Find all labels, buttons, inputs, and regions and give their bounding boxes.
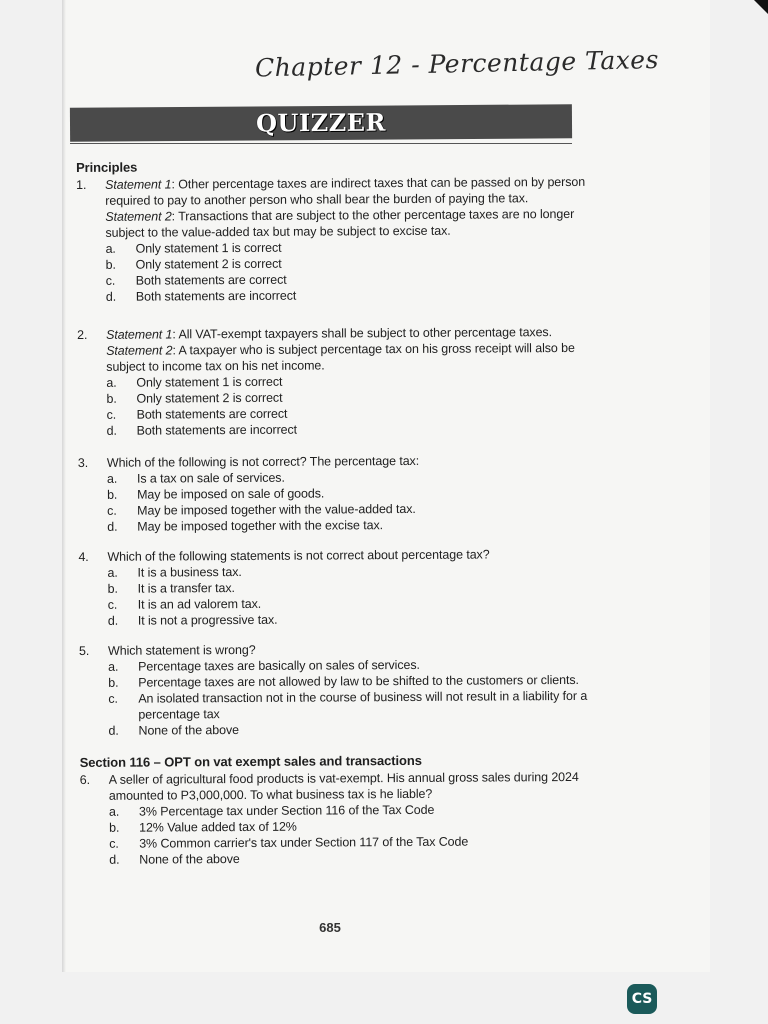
- option-letter: a.: [108, 659, 119, 674]
- question-number: 6.: [79, 772, 91, 787]
- statement-label: Statement 1: [106, 327, 173, 342]
- option-letter: b.: [107, 581, 118, 596]
- section-heading-principles: Principles: [76, 159, 138, 175]
- option-text: Only statement 1 is correct: [135, 240, 282, 256]
- option-letter: a.: [108, 804, 120, 819]
- banner-title: QUIZZER: [255, 107, 387, 138]
- option-d: [107, 516, 588, 535]
- option-text: 3% Percentage tax under Section 116 of the Tax Code: [138, 802, 435, 819]
- question-number: 5.: [78, 643, 90, 658]
- option-letter: b.: [107, 487, 118, 502]
- question-2: [77, 324, 588, 439]
- statement-1: [105, 174, 586, 209]
- option-d: [109, 849, 590, 868]
- corner-mark: [754, 0, 768, 14]
- option-text: Both statements are correct: [136, 406, 288, 422]
- option-letter: d.: [107, 519, 118, 534]
- option-letter: d.: [105, 289, 117, 304]
- page-number: 685: [319, 920, 341, 935]
- option-c: [108, 688, 589, 723]
- question-stem: Which statement is wrong?: [107, 642, 256, 658]
- option-d: [107, 420, 588, 439]
- option-letter: a.: [106, 375, 117, 390]
- option-text: None of the above: [138, 723, 239, 738]
- camscanner-logo-icon: CS: [627, 984, 657, 1014]
- option-text: An isolated transaction not in the course of business will not result in a liability for a percentage tax: [138, 688, 588, 722]
- option-text: None of the above: [139, 852, 240, 867]
- quizzer-banner: [70, 104, 572, 142]
- option-text: Both statements are incorrect: [135, 288, 297, 304]
- option-text: Only statement 1 is correct: [136, 374, 283, 390]
- option-text: 12% Value added tax of 12%: [139, 819, 297, 835]
- option-text: Both statements are correct: [135, 272, 287, 288]
- option-letter: d.: [106, 423, 117, 438]
- option-text: May be imposed together with the excise tax.: [137, 518, 384, 534]
- option-text: May be imposed together with the value-added tax.: [137, 501, 416, 518]
- question-6: [80, 769, 591, 868]
- option-text: Only statement 2 is correct: [135, 256, 282, 272]
- option-letter: b.: [105, 257, 116, 272]
- option-letter: a.: [107, 565, 118, 580]
- statement-text: : A taxpayer who is subject percentage tax on his gross receipt will also be subject to income tax on his net income.: [106, 340, 575, 374]
- option-d: [108, 610, 589, 629]
- statement-2: [106, 340, 587, 375]
- option-text: It is not a progressive tax.: [137, 612, 278, 628]
- question-1: [76, 174, 587, 305]
- question-number: 1.: [76, 177, 87, 192]
- statement-label: Statement 2: [106, 343, 173, 358]
- question-number: 4.: [78, 549, 89, 564]
- option-letter: c.: [108, 691, 118, 706]
- question-stem: Which of the following statements is not correct about percentage tax?: [107, 547, 490, 564]
- option-letter: a.: [106, 471, 118, 486]
- page-edge-shadow: [62, 0, 66, 972]
- option-text: It is a business tax.: [137, 564, 242, 580]
- question-4: [78, 546, 588, 629]
- section-heading-section-116: Section 116 – OPT on vat exempt sales and transactions: [79, 752, 422, 770]
- question-number: 2.: [77, 327, 88, 342]
- chapter-title: Chapter 12 - Percentage Taxes: [254, 44, 660, 83]
- option-text: It is a transfer tax.: [137, 581, 235, 596]
- option-text: Percentage taxes are basically on sales of services.: [138, 657, 420, 674]
- option-text: It is an ad valorem tax.: [137, 596, 262, 612]
- quiz-content: [76, 157, 590, 868]
- option-letter: c.: [106, 407, 117, 422]
- statement-label: Statement 1: [105, 177, 172, 192]
- banner-underline: [70, 143, 572, 144]
- statement-text: : Other percentage taxes are indirect taxes that can be passed on by person required to pay to another person who shall bear the burden of paying the tax.: [105, 174, 586, 208]
- statement-2: [105, 206, 586, 241]
- option-text: May be imposed on sale of goods.: [137, 486, 325, 502]
- question-number: 3.: [77, 455, 89, 470]
- question-3: [78, 452, 588, 535]
- option-letter: d.: [107, 613, 119, 628]
- statement-text: : Transactions that are subject to the other percentage taxes are no longer subject to the value-added tax but may be subject to excise tax.: [105, 206, 575, 240]
- option-letter: c.: [105, 273, 116, 288]
- option-text: Percentage taxes are not allowed by law to be shifted to the customers or clients.: [138, 672, 579, 690]
- option-text: Is a tax on sale of services.: [136, 470, 285, 486]
- question-5: [79, 640, 590, 739]
- option-letter: a.: [105, 241, 116, 256]
- option-letter: d.: [108, 723, 119, 738]
- statement-label: Statement 2: [105, 209, 172, 224]
- option-letter: c.: [107, 503, 117, 518]
- option-letter: c.: [109, 836, 119, 851]
- option-text: Only statement 2 is correct: [136, 390, 283, 406]
- option-letter: b.: [109, 820, 120, 835]
- question-stem: Which of the following is not correct? The percentage tax:: [106, 453, 420, 470]
- option-text: Both statements are incorrect: [136, 422, 298, 438]
- statement-text: : All VAT-exempt taxpayers shall be subject to other percentage taxes.: [172, 325, 552, 342]
- option-letter: b.: [108, 675, 119, 690]
- option-letter: b.: [106, 391, 117, 406]
- option-letter: c.: [107, 597, 118, 612]
- option-d: [106, 286, 587, 305]
- option-d: [108, 720, 589, 739]
- question-stem: A seller of agricultural food products is vat-exempt. His annual gross sales during 2024 amounted to P3,000,000. To what business tax is he liable?: [108, 769, 579, 803]
- option-letter: d.: [109, 852, 120, 867]
- option-text: 3% Common carrier's tax under Section 117 of the Tax Code: [139, 834, 469, 851]
